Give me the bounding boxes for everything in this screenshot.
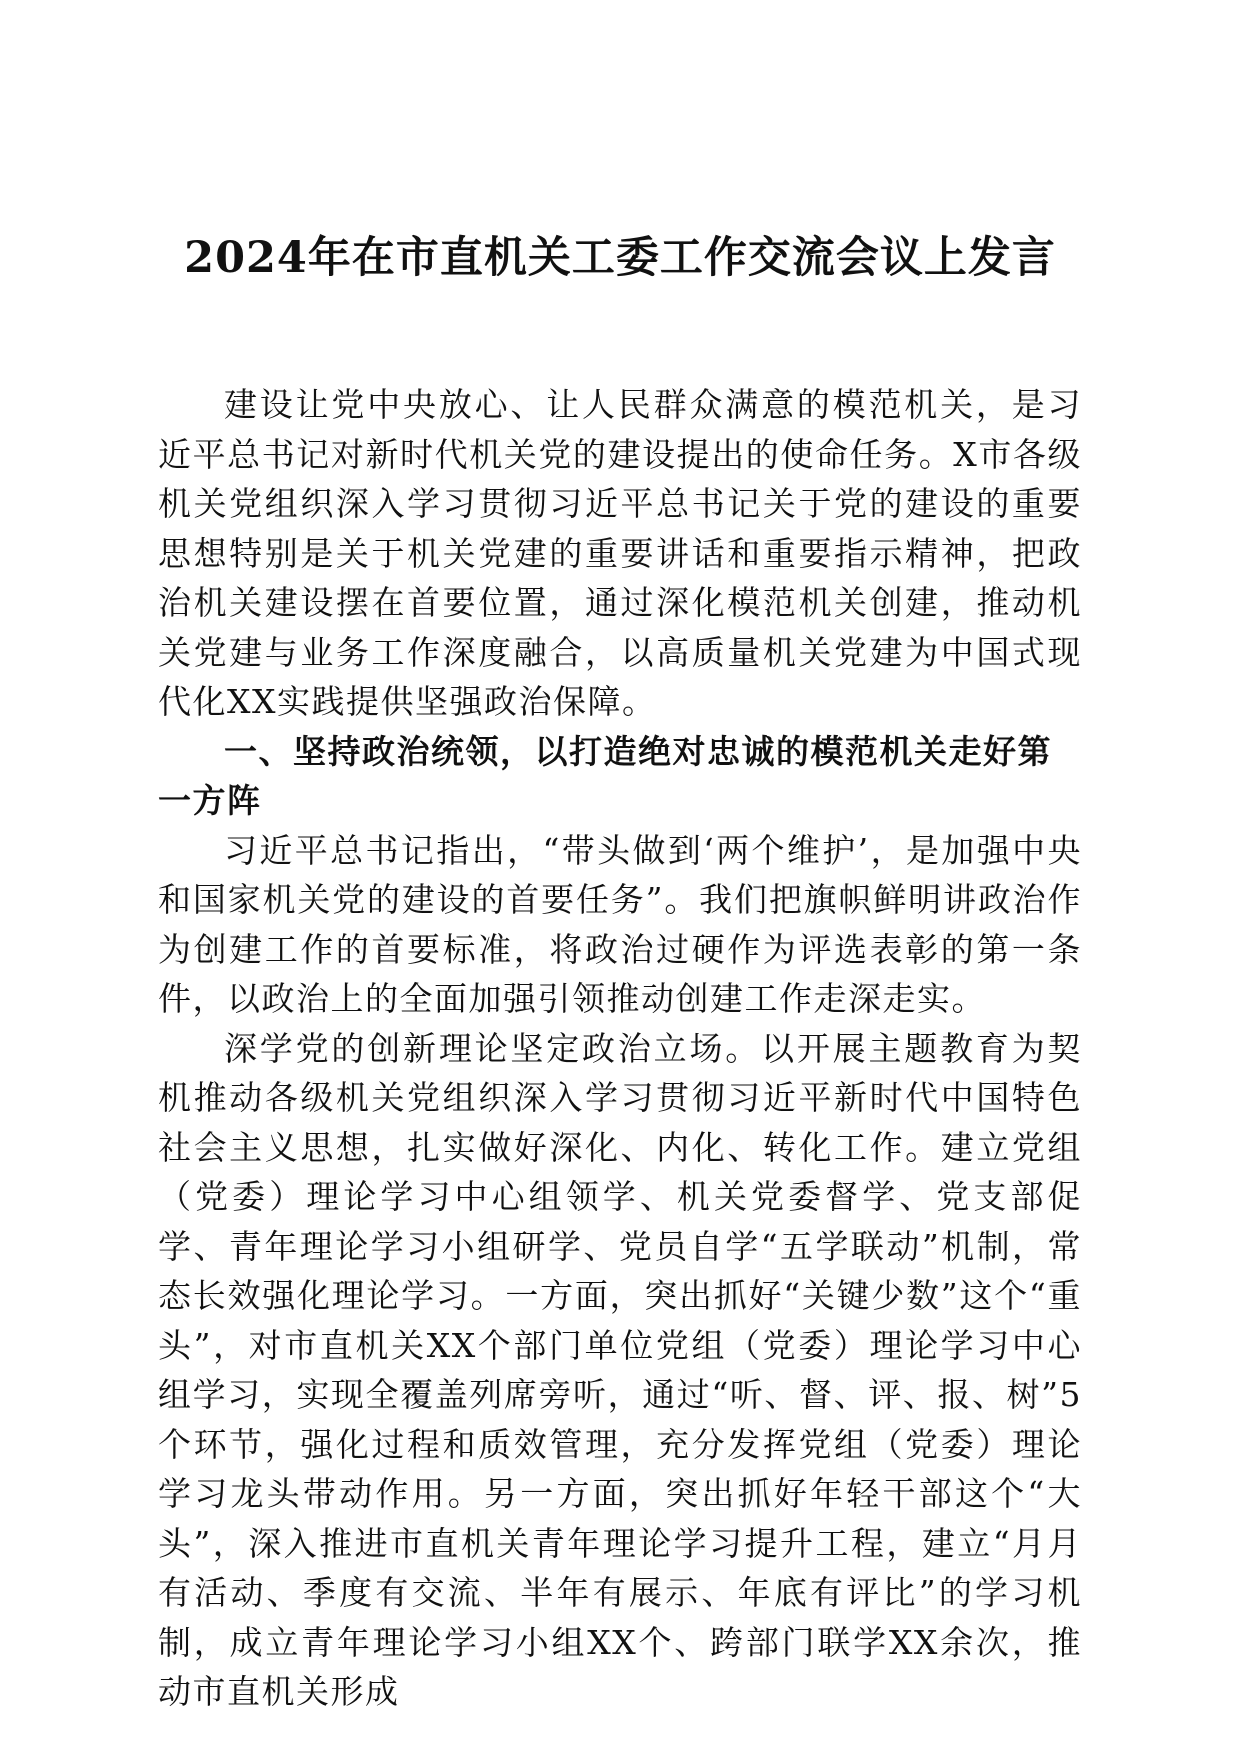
- section-heading-1: 一、坚持政治统领，以打造绝对忠诚的模范机关走好第一方阵: [158, 731, 1052, 820]
- document-title: 2024年在市直机关工委工作交流会议上发言: [184, 233, 1056, 283]
- paragraph-section-1-intro: 习近平总书记指出，“带头做到‘两个维护’，是加强中央和国家机关党的建设的首要任务”。我们把旗帜鲜明讲政治作为创建工作的首要标准，将政治过硬作为评选表彰的第一条件，以政治上的全面加强引领推动创建工作走深走实。: [158, 830, 1082, 1018]
- paragraph-theory-study: 深学党的创新理论坚定政治立场。以开展主题教育为契机推动各级机关党组织深入学习贯彻习近平新时代中国特色社会主义思想，扎实做好深化、内化、转化工作。建立党组（党委）理论学习中心组领学、机关党委督学、党支部促学、青年理论学习小组研学、党员自学“五学联动”机制，常态长效强化理论学习。一方面，突出抓好“关键少数”这个“重头”，对市直机关XX个部门单位党组（党委）理论学习中心组学习，实现全覆盖列席旁听，通过“听、督、评、报、树”5个环节，强化过程和质效管理，充分发挥党组（党委）理论学习龙头带动作用。另一方面，突出抓好年轻干部这个“大头”，深入推进市直机关青年理论学习提升工程，建立“月月有活动、季度有交流、半年有展示、年底有评比”的学习机制，成立青年理论学习小组XX个、跨部门联学XX余次，推动市直机关形成: [158, 1028, 1082, 1711]
- document-body: [158, 380, 1082, 1717]
- paragraph-intro: 建设让党中央放心、让人民群众满意的模范机关，是习近平总书记对新时代机关党的建设提出的使命任务。X市各级机关党组织深入学习贯彻习近平总书记关于党的建设的重要思想特别是关于机关党建的重要讲话和重要指示精神，把政治机关建设摆在首要位置，通过深化模范机关创建，推动机关党建与业务工作深度融合，以高质量机关党建为中国式现代化XX实践提供坚强政治保障。: [158, 385, 1082, 721]
